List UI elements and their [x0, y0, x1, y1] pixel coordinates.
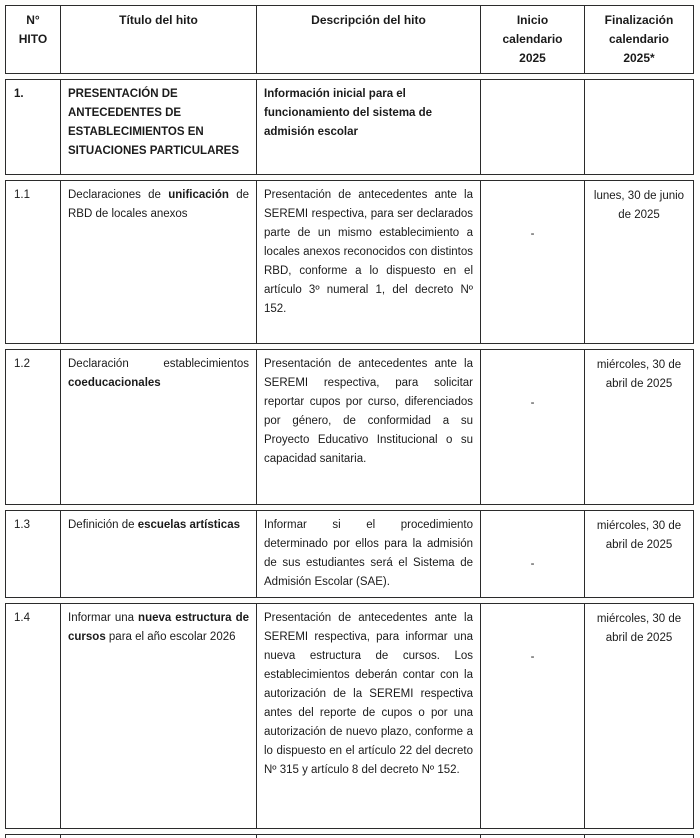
cell-inicio — [481, 834, 585, 838]
cell-titulo: Definición de escuelas artísticas — [61, 510, 257, 598]
table-row — [5, 79, 694, 175]
cell-titulo — [61, 834, 257, 838]
cell-descripcion — [257, 834, 481, 838]
cell-inicio: - — [481, 180, 585, 344]
cell-hito-number: 1.1 — [5, 180, 61, 344]
cell-finalizacion: miércoles, 30 de abril de 2025 — [585, 510, 694, 598]
cell-hito-number: 1.2 — [5, 349, 61, 505]
cell-titulo: Declaración establecimientos coeducacionales — [61, 349, 257, 505]
table-body — [5, 79, 694, 838]
cell-inicio: - — [481, 603, 585, 829]
cell-hito-number: 1.3 — [5, 510, 61, 598]
cell-inicio: - — [481, 510, 585, 598]
cell-hito-number: 1. — [5, 79, 61, 175]
cell-hito-number: 1.4 — [5, 603, 61, 829]
cell-finalizacion: lunes, 30 de junio de 2025 — [585, 180, 694, 344]
table-row — [5, 349, 694, 505]
column-header-inicio: Inicio calendario 2025 — [481, 5, 585, 74]
cell-descripcion: Informar si el procedimiento determinado por ellos para la admisión de sus estudiantes será el Sistema de Admisión Escolar (SAE). — [257, 510, 481, 598]
cell-descripcion: Presentación de antecedentes ante la SEREMI respectiva, para solicitar reportar cupos por curso, diferenciados por género, de conformidad a su Proyecto Educativo Institucional o su capacidad sanitaria. — [257, 349, 481, 505]
table-row — [5, 603, 694, 829]
cell-finalizacion — [585, 834, 694, 838]
cell-descripcion: Presentación de antecedentes ante la SEREMI respectiva, para ser declarados parte de un mismo establecimiento a locales anexos reconocidos con distintos RBD, conforme a lo dispuesto en el artículo 3º numeral 1, del decreto Nº 152. — [257, 180, 481, 344]
cell-finalizacion — [585, 79, 694, 175]
table-header — [5, 5, 694, 74]
cell-titulo: Informar una nueva estructura de cursos para el año escolar 2026 — [61, 603, 257, 829]
cell-hito-number — [5, 834, 61, 838]
cell-descripcion: Presentación de antecedentes ante la SEREMI respectiva, para informar una nueva estructura de cursos. Los establecimientos deberán contar con la autorización de la SEREMI respectiva antes del reporte de cupos o por una autorización de nuevo plazo, conforme a lo dispuesto en el artículo 22 del decreto Nº 315 y artículo 8 del decreto Nº 152. — [257, 603, 481, 829]
cell-titulo: PRESENTACIÓN DE ANTECEDENTES DE ESTABLECIMIENTOS EN SITUACIONES PARTICULARES — [61, 79, 257, 175]
milestones-table — [5, 0, 694, 838]
table-row — [5, 180, 694, 344]
cell-titulo: Declaraciones de unificación de RBD de locales anexos — [61, 180, 257, 344]
column-header-num: N° HITO — [5, 5, 61, 74]
column-header-descripcion: Descripción del hito — [257, 5, 481, 74]
cell-inicio — [481, 79, 585, 175]
header-row — [5, 5, 694, 74]
cell-finalizacion: miércoles, 30 de abril de 2025 — [585, 349, 694, 505]
column-header-finalizacion: Finalización calendario 2025* — [585, 5, 694, 74]
table-row — [5, 510, 694, 598]
column-header-titulo: Título del hito — [61, 5, 257, 74]
cell-inicio: - — [481, 349, 585, 505]
cell-descripcion: Información inicial para el funcionamiento del sistema de admisión escolar — [257, 79, 481, 175]
cell-finalizacion: miércoles, 30 de abril de 2025 — [585, 603, 694, 829]
table-row — [5, 834, 694, 838]
